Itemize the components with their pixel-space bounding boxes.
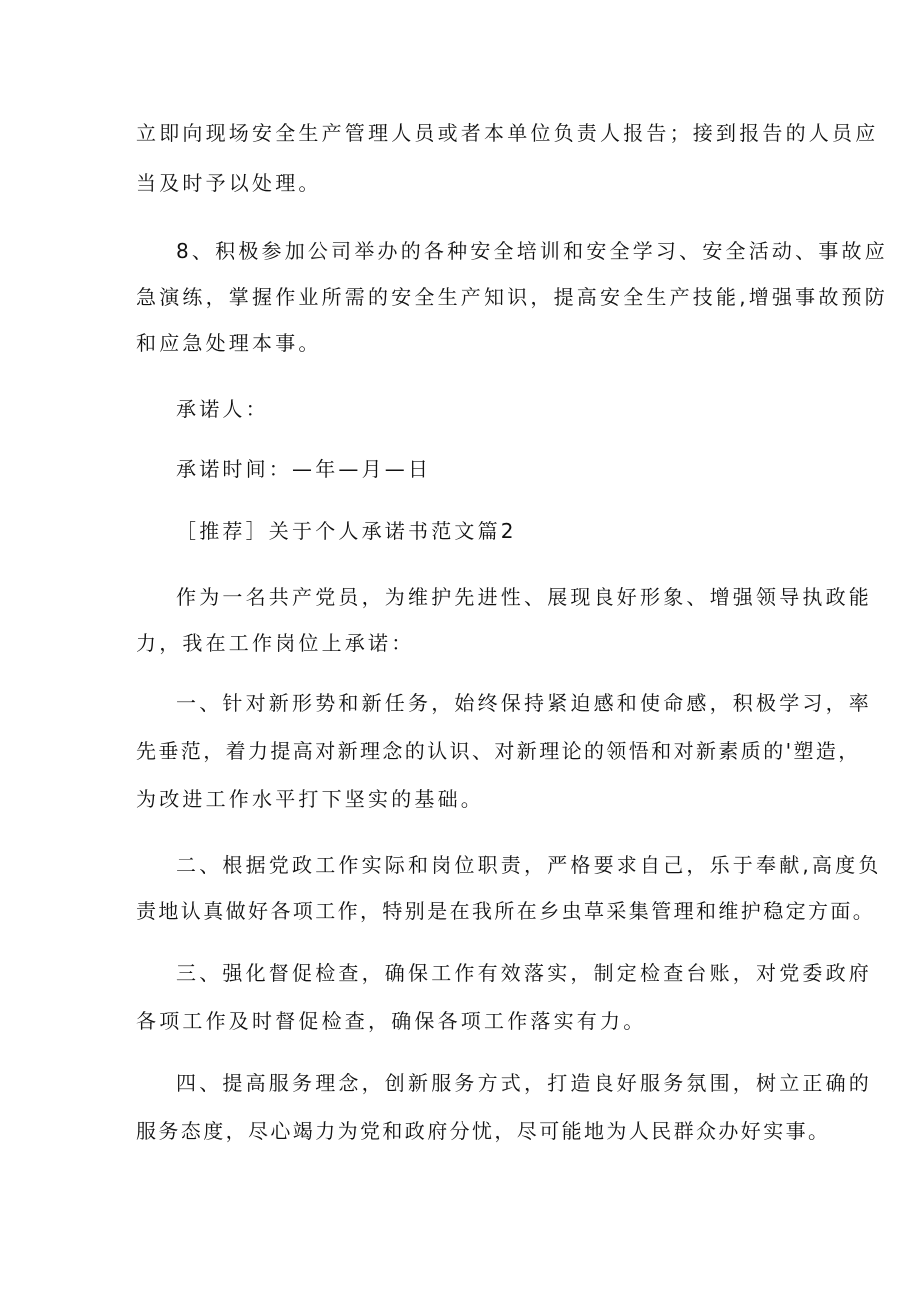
text-line: 各项工作及时督促检查，确保各项工作落实有力。 <box>136 1009 647 1033</box>
text-line: 8、积极参加公司举办的各种安全培训和安全学习、安全活动、事故应 <box>176 239 888 263</box>
text-line: 和应急处理本事。 <box>136 331 322 355</box>
text-line: 先垂范，着力提高对新理念的认识、对新理论的领悟和对新素质的'塑造， <box>136 739 861 763</box>
text-line: 立即向现场安全生产管理人员或者本单位负责人报告；接到报告的人员应 <box>136 121 879 145</box>
text-line: 一、针对新形势和新任务，始终保持紧迫感和使命感，积极学习，率 <box>176 691 872 715</box>
text-line: 四、提高服务理念，创新服务方式，打造良好服务氛围，树立正确的 <box>176 1071 872 1095</box>
date-label: 承诺时间：—年—月—日 <box>176 457 432 481</box>
section-heading: ［推荐］关于个人承诺书范文篇2 <box>176 519 517 543</box>
text-line: 三、强化督促检查，确保工作有效落实，制定检查台账，对党委政府 <box>176 961 872 985</box>
text-line: 力，我在工作岗位上承诺： <box>136 631 415 655</box>
text-line: 为改进工作水平打下坚实的基础。 <box>136 787 484 811</box>
text-line: 二、根据党政工作实际和岗位职责，严格要求自己，乐于奉献,高度负 <box>176 853 882 877</box>
text-line: 当及时予以处理。 <box>136 171 322 195</box>
text-line: 作为一名共产党员，为维护先进性、展现良好形象、增强领导执政能 <box>176 585 872 609</box>
signer-label: 承诺人： <box>176 397 269 421</box>
text-line: 责地认真做好各项工作，特别是在我所在乡虫草采集管理和维护稳定方面。 <box>136 899 876 923</box>
text-line: 服务态度，尽心竭力为党和政府分忧，尽可能地为人民群众办好实事。 <box>136 1119 831 1143</box>
text-line: 急演练，掌握作业所需的安全生产知识，提高安全生产技能,增强事故预防 <box>136 285 888 309</box>
